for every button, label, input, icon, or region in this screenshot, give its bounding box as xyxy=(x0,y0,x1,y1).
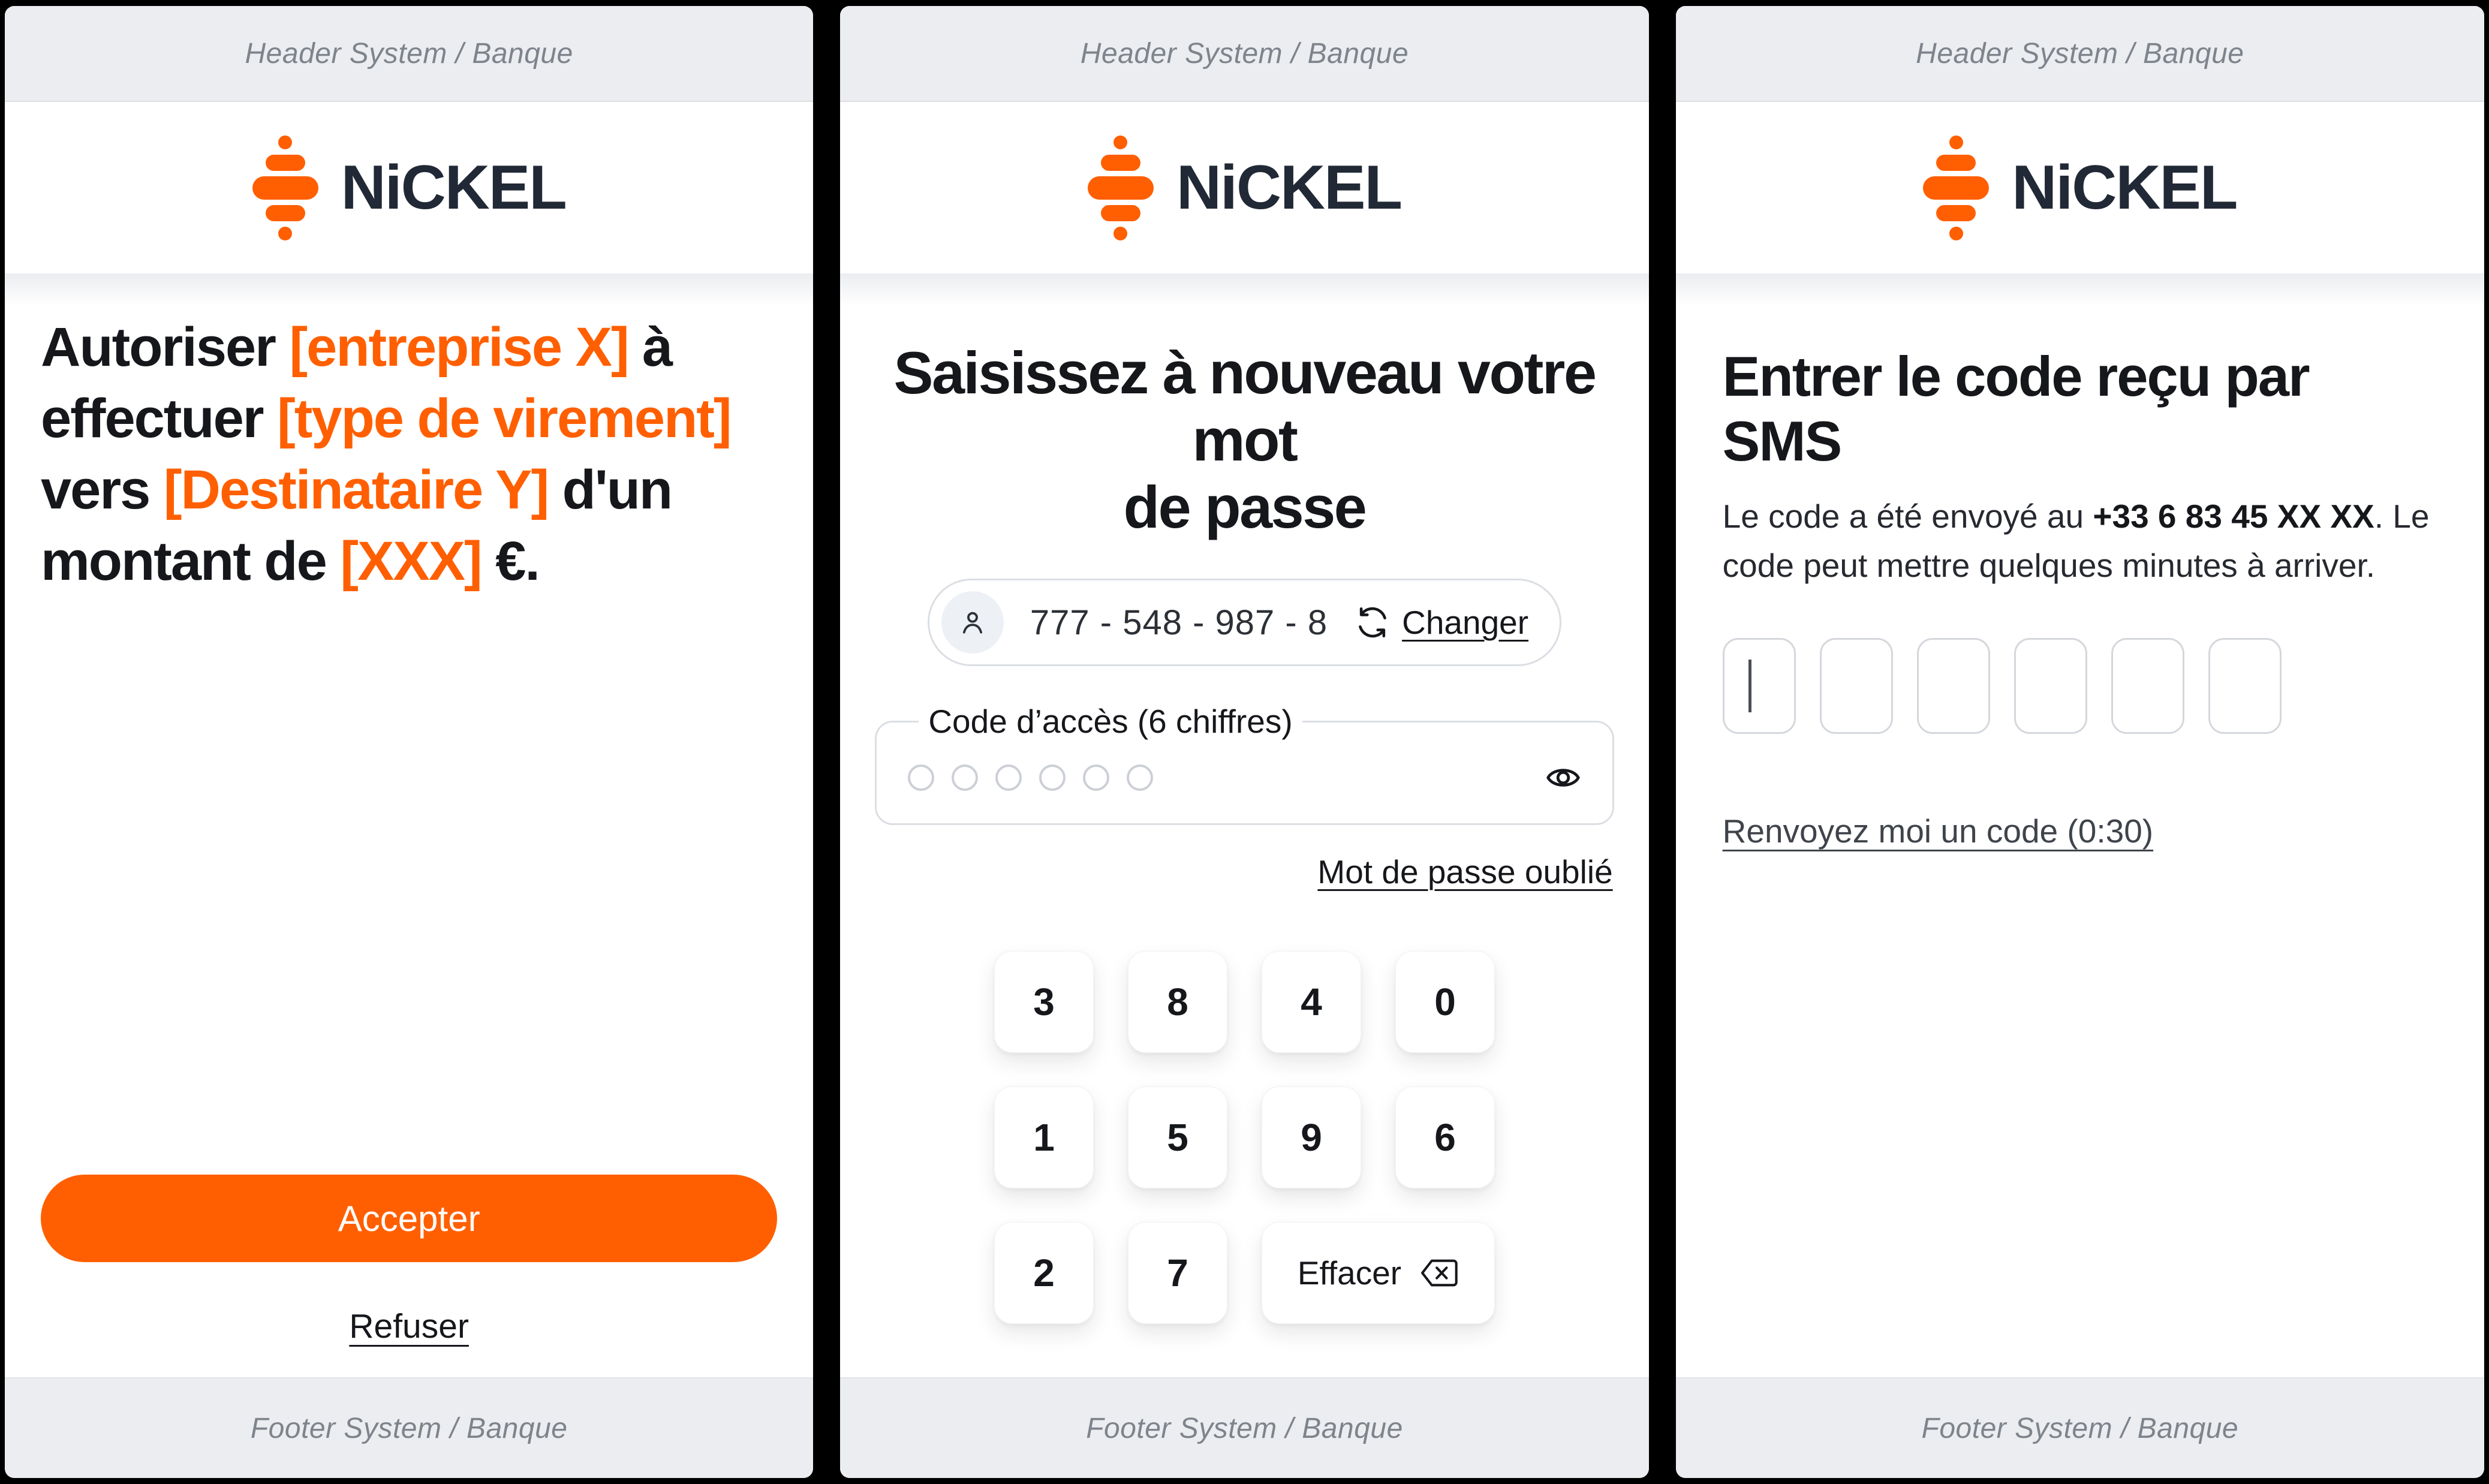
nickel-logo-icon xyxy=(1923,136,1989,240)
sms-instructions xyxy=(1723,492,2437,590)
sms-content xyxy=(1676,306,2484,1377)
text-segment: code peut mettre quelques minutes à arriver. xyxy=(1722,547,2376,584)
nickel-wordmark: NiCKEL xyxy=(341,152,566,222)
text-segment: d'un xyxy=(548,459,672,520)
text-segment: . Le xyxy=(2374,498,2430,535)
code-dot xyxy=(995,764,1022,791)
accept-button[interactable]: Accepter xyxy=(41,1175,777,1262)
text-segment: €. xyxy=(481,531,539,592)
show-password-button[interactable] xyxy=(1544,758,1582,797)
nickel-logo-icon xyxy=(1088,136,1154,240)
brand-bar xyxy=(1676,102,2484,273)
numeric-keypad xyxy=(994,951,1495,1324)
system-header-label: Header System / Banque xyxy=(1916,37,2244,70)
emphasized-text: +33 6 83 45 XX XX xyxy=(2093,498,2374,535)
system-footer-label: Footer System / Banque xyxy=(250,1412,568,1444)
keypad-key-0[interactable]: 0 xyxy=(1395,951,1495,1053)
authorize-content xyxy=(5,306,813,1377)
brand-bar xyxy=(5,102,813,273)
authorize-text xyxy=(41,312,777,597)
system-header-label: Header System / Banque xyxy=(245,37,573,70)
sms-title: Entrer le code reçu par SMS xyxy=(1722,345,2309,472)
text-segment: effectuer xyxy=(41,388,278,449)
password-title xyxy=(840,339,1648,541)
text-segment: Le code a été envoyé au xyxy=(1722,498,2093,535)
sms-code-box[interactable] xyxy=(1723,638,1796,734)
code-dot xyxy=(908,764,934,791)
system-footer-label: Footer System / Banque xyxy=(1086,1412,1403,1444)
sms-code-box[interactable] xyxy=(2111,638,2184,734)
brand-bar xyxy=(840,102,1648,273)
code-dot xyxy=(952,764,978,791)
sms-code-box[interactable] xyxy=(1917,638,1990,734)
resend-code-link[interactable]: Renvoyez moi un code (0:30) xyxy=(1722,812,2154,850)
refresh-icon xyxy=(1355,605,1390,640)
keypad-key-7[interactable]: 7 xyxy=(1128,1222,1227,1324)
keypad-key-3[interactable]: 3 xyxy=(994,951,1094,1053)
account-number: 777 - 548 - 987 - 8 xyxy=(1030,603,1328,642)
screen-authorize xyxy=(5,6,813,1478)
nickel-logo xyxy=(1088,136,1401,240)
person-icon xyxy=(958,607,988,637)
placeholder-text: [XXX] xyxy=(340,531,481,592)
text-segment: de passe xyxy=(1123,474,1366,540)
refuse-link[interactable]: Refuser xyxy=(349,1307,469,1345)
text-segment: à xyxy=(628,317,672,378)
keypad-key-9[interactable]: 9 xyxy=(1262,1086,1361,1188)
erase-label: Effacer xyxy=(1297,1254,1402,1292)
access-code-field[interactable] xyxy=(875,702,1614,825)
code-dot xyxy=(1039,764,1066,791)
text-segment: Saisissez à nouveau votre mot xyxy=(893,339,1596,473)
change-number-link[interactable]: Changer xyxy=(1402,604,1529,641)
code-dot xyxy=(1083,764,1109,791)
sms-code-box[interactable] xyxy=(2208,638,2282,734)
placeholder-text: [type de virement] xyxy=(277,388,731,449)
password-content xyxy=(840,306,1648,1377)
nickel-wordmark: NiCKEL xyxy=(2012,152,2237,222)
access-code-label: Code d’accès (6 chiffres) xyxy=(928,703,1293,740)
text-segment: montant de xyxy=(41,531,341,592)
nickel-wordmark: NiCKEL xyxy=(1176,152,1402,222)
section-shadow xyxy=(1676,273,2484,306)
code-dot xyxy=(1127,764,1153,791)
screen-sms-code xyxy=(1676,6,2484,1478)
sms-code-inputs xyxy=(1723,638,2437,734)
keypad-key-8[interactable]: 8 xyxy=(1128,951,1227,1053)
system-header-label: Header System / Banque xyxy=(1080,37,1409,70)
keypad-key-2[interactable]: 2 xyxy=(994,1222,1094,1324)
system-footer xyxy=(1676,1377,2484,1478)
section-shadow xyxy=(5,273,813,306)
system-header xyxy=(1676,6,2484,102)
eye-icon xyxy=(1544,758,1582,797)
text-cursor xyxy=(1748,660,1751,712)
placeholder-text: [Destinataire Y] xyxy=(163,459,549,520)
section-shadow xyxy=(840,273,1648,306)
refresh-button[interactable] xyxy=(1355,605,1390,640)
keypad-key-1[interactable]: 1 xyxy=(994,1086,1094,1188)
access-code-inner xyxy=(908,744,1582,811)
system-footer xyxy=(840,1377,1648,1478)
forgot-password-link[interactable]: Mot de passe oublié xyxy=(1317,853,1613,890)
screen-password xyxy=(840,6,1648,1478)
placeholder-text: [entreprise X] xyxy=(289,317,628,378)
sms-code-box[interactable] xyxy=(1820,638,1893,734)
system-footer-label: Footer System / Banque xyxy=(1921,1412,2239,1444)
text-segment: vers xyxy=(41,459,164,520)
system-header xyxy=(840,6,1648,102)
code-dots xyxy=(908,764,1153,791)
text-segment: Autoriser xyxy=(41,317,290,378)
account-pill xyxy=(928,579,1561,666)
keypad-key-4[interactable]: 4 xyxy=(1262,951,1361,1053)
keypad-erase-button[interactable] xyxy=(1262,1222,1495,1324)
keypad-key-6[interactable]: 6 xyxy=(1395,1086,1495,1188)
avatar xyxy=(941,591,1004,654)
nickel-logo xyxy=(1923,136,2237,240)
nickel-logo xyxy=(252,136,566,240)
sms-code-box[interactable] xyxy=(2014,638,2087,734)
system-footer xyxy=(5,1377,813,1478)
keypad-key-5[interactable]: 5 xyxy=(1128,1086,1227,1188)
system-header xyxy=(5,6,813,102)
nickel-logo-icon xyxy=(252,136,318,240)
backspace-icon xyxy=(1419,1257,1459,1289)
